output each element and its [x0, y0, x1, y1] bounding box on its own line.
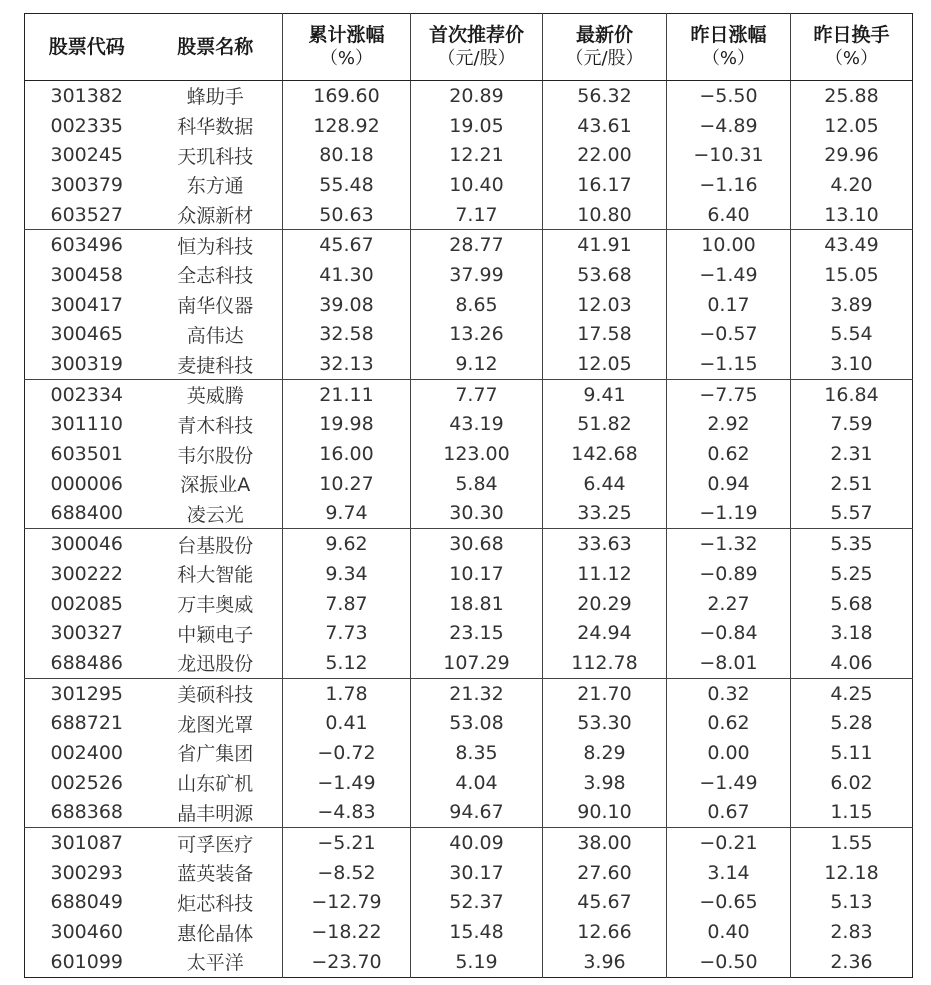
latest-price-cell: 56.32 — [543, 81, 667, 111]
yesterday-turnover-cell: 16.84 — [791, 379, 913, 409]
cumulative-gain-cell: 55.48 — [283, 170, 411, 200]
table-row — [25, 81, 913, 111]
cumulative-gain-cell: 169.60 — [283, 81, 411, 111]
first-recommend-price-cell: 123.00 — [411, 439, 543, 469]
yesterday-turnover-cell: 3.10 — [791, 349, 913, 379]
header-unit: （%） — [824, 48, 879, 69]
first-recommend-price-cell: 15.48 — [411, 917, 543, 947]
stock-code-cell: 688400 — [25, 499, 149, 529]
yesterday-change-cell: −1.16 — [667, 170, 791, 200]
latest-price-cell: 12.66 — [543, 917, 667, 947]
stock-code-cell: 002085 — [50, 592, 124, 615]
table-row — [25, 290, 913, 320]
yesterday-turnover-cell: 29.96 — [791, 140, 913, 170]
header-title: 昨日换手 — [813, 24, 890, 46]
stock-code-cell: 601099 — [50, 950, 124, 973]
yesterday-turnover-cell: 5.25 — [791, 559, 913, 589]
yesterday-change-cell: −0.89 — [667, 559, 791, 589]
yesterday-change-cell: −0.57 — [667, 320, 791, 350]
stock-code-cell: 002526 — [50, 771, 124, 794]
stock-code-cell: 301087 — [50, 832, 124, 855]
table-row — [25, 947, 913, 977]
stock-name-cell: 台基股份 — [177, 534, 254, 557]
table-row — [25, 738, 913, 768]
yesterday-change-cell: −10.31 — [667, 140, 791, 170]
yesterday-change-cell: 6.40 — [667, 200, 791, 230]
yesterday-turnover-cell: 25.88 — [791, 81, 913, 111]
yesterday-change-cell: −1.19 — [667, 499, 791, 529]
table-row — [25, 499, 913, 529]
yesterday-turnover-cell: 6.02 — [791, 768, 913, 798]
stock-name-cell: 中颖电子 — [177, 623, 254, 646]
yesterday-change-cell: 10.00 — [667, 230, 791, 260]
stock-name-cell: 蜂助手 — [186, 86, 244, 109]
header-unit: （%） — [319, 48, 374, 69]
latest-price-cell: 38.00 — [543, 828, 667, 858]
header-yesterday-turnover — [791, 14, 913, 81]
stock-name-cell: 科大智能 — [177, 564, 254, 587]
cumulative-gain-cell: −12.79 — [283, 888, 411, 918]
yesterday-turnover-cell: 5.28 — [791, 708, 913, 738]
stock-name-cell: 龙迅股份 — [149, 648, 283, 678]
yesterday-change-cell: −7.75 — [667, 379, 791, 409]
cumulative-gain-cell: 41.30 — [283, 260, 411, 290]
stock-code-cell: 300319 — [25, 349, 149, 379]
cumulative-gain-cell: 16.00 — [283, 439, 411, 469]
latest-price-cell: 90.10 — [543, 798, 667, 828]
first-recommend-price-cell: 43.19 — [411, 410, 543, 440]
table-row — [25, 349, 913, 379]
stock-code-cell: 603527 — [25, 200, 149, 230]
cumulative-gain-cell: 1.78 — [283, 678, 411, 708]
latest-price-cell: 12.05 — [543, 349, 667, 379]
yesterday-change-cell: 2.27 — [667, 589, 791, 619]
cumulative-gain-cell: −1.49 — [283, 768, 411, 798]
stock-code-cell: 301295 — [50, 682, 124, 705]
header-unit: （%） — [701, 48, 756, 69]
cumulative-gain-cell: −4.83 — [283, 798, 411, 828]
table-row — [25, 469, 913, 499]
yesterday-change-cell: −0.21 — [667, 828, 791, 858]
table-row — [25, 618, 913, 648]
table-row — [25, 260, 913, 290]
table-row — [25, 230, 913, 260]
stock-code-cell: 688368 — [25, 798, 149, 828]
stock-name-cell: 蓝英装备 — [177, 863, 254, 886]
stock-name-cell: 可孚医疗 — [177, 833, 254, 856]
latest-price-cell: 33.25 — [543, 499, 667, 529]
table-row — [25, 200, 913, 230]
table-row — [25, 529, 913, 559]
cumulative-gain-cell: 7.73 — [283, 618, 411, 648]
table-row — [25, 708, 913, 738]
latest-price-cell: 10.80 — [543, 200, 667, 230]
yesterday-turnover-cell: 5.68 — [791, 589, 913, 619]
table-row — [25, 678, 913, 708]
latest-price-cell: 9.41 — [543, 379, 667, 409]
yesterday-change-cell: 3.14 — [667, 858, 791, 888]
yesterday-turnover-cell: 4.25 — [791, 678, 913, 708]
header-title: 最新价 — [575, 24, 633, 46]
first-recommend-price-cell: 10.40 — [411, 170, 543, 200]
stock-name-cell: 深振业A — [180, 474, 251, 497]
cumulative-gain-cell: −5.21 — [283, 828, 411, 858]
header-latest-price — [543, 14, 667, 81]
stock-code-cell: 300293 — [50, 861, 124, 884]
stock-table — [24, 13, 913, 978]
yesterday-turnover-cell: 13.10 — [791, 200, 913, 230]
stock-code-cell: 300046 — [50, 533, 124, 556]
first-recommend-price-cell: 13.26 — [411, 320, 543, 350]
stock-code-cell: 300379 — [50, 173, 124, 196]
latest-price-cell: 45.67 — [543, 888, 667, 918]
yesterday-change-cell: −8.01 — [667, 648, 791, 678]
table-row — [25, 410, 913, 440]
yesterday-turnover-cell: 2.31 — [791, 439, 913, 469]
stock-code-cell: 300222 — [50, 562, 124, 585]
latest-price-cell: 53.30 — [543, 708, 667, 738]
cumulative-gain-cell: 5.12 — [283, 648, 411, 678]
cumulative-gain-cell: −8.52 — [283, 858, 411, 888]
yesterday-turnover-cell: 12.05 — [791, 111, 913, 141]
yesterday-change-cell: −1.49 — [667, 260, 791, 290]
yesterday-turnover-cell: 2.36 — [791, 947, 913, 977]
stock-name-cell: 美硕科技 — [177, 684, 254, 707]
header-title: 股票代码 — [48, 36, 125, 58]
stock-code-cell: 301110 — [50, 413, 124, 436]
stock-name-cell: 全志科技 — [177, 265, 254, 288]
cumulative-gain-cell: 80.18 — [283, 140, 411, 170]
cumulative-gain-cell: 21.11 — [283, 379, 411, 409]
first-recommend-price-cell: 21.32 — [411, 678, 543, 708]
first-recommend-price-cell: 5.84 — [411, 469, 543, 499]
cumulative-gain-cell: 9.74 — [283, 499, 411, 529]
first-recommend-price-cell: 7.17 — [411, 200, 543, 230]
yesterday-turnover-cell: 1.15 — [791, 798, 913, 828]
header-first-recommend-price — [411, 14, 543, 81]
stock-name-cell: 晶丰明源 — [149, 798, 283, 828]
yesterday-change-cell: 0.32 — [667, 678, 791, 708]
latest-price-cell: 33.63 — [543, 529, 667, 559]
first-recommend-price-cell: 30.68 — [411, 529, 543, 559]
first-recommend-price-cell: 8.65 — [411, 290, 543, 320]
yesterday-turnover-cell: 4.06 — [791, 648, 913, 678]
stock-name-cell: 省广集团 — [177, 743, 254, 766]
header-title: 股票名称 — [177, 36, 254, 58]
header-cumulative-gain — [283, 14, 411, 81]
stock-name-cell: 高伟达 — [186, 324, 244, 347]
first-recommend-price-cell: 4.04 — [411, 768, 543, 798]
stock-code-cell: 301382 — [50, 84, 124, 107]
first-recommend-price-cell: 20.89 — [411, 81, 543, 111]
stock-name-cell: 天玑科技 — [177, 145, 254, 168]
first-recommend-price-cell: 107.29 — [411, 648, 543, 678]
cumulative-gain-cell: −23.70 — [283, 947, 411, 977]
yesterday-turnover-cell: 15.05 — [791, 260, 913, 290]
first-recommend-price-cell: 52.37 — [411, 888, 543, 918]
header-yesterday-change — [667, 14, 791, 81]
cumulative-gain-cell: 7.87 — [283, 589, 411, 619]
first-recommend-price-cell: 18.81 — [411, 589, 543, 619]
latest-price-cell: 43.61 — [543, 111, 667, 141]
first-recommend-price-cell: 30.17 — [411, 858, 543, 888]
latest-price-cell: 41.91 — [543, 230, 667, 260]
latest-price-cell: 53.68 — [543, 260, 667, 290]
stock-name-cell: 万丰奥威 — [177, 594, 254, 617]
cumulative-gain-cell: 0.41 — [283, 708, 411, 738]
first-recommend-price-cell: 19.05 — [411, 111, 543, 141]
stock-name-cell: 韦尔股份 — [177, 444, 254, 467]
stock-name-cell: 凌云光 — [149, 499, 283, 529]
header-title: 累计涨幅 — [308, 24, 385, 46]
yesterday-change-cell: 2.92 — [667, 410, 791, 440]
table-row — [25, 379, 913, 409]
latest-price-cell: 24.94 — [543, 618, 667, 648]
stock-name-cell: 炬芯科技 — [177, 892, 254, 915]
yesterday-change-cell: −0.50 — [667, 947, 791, 977]
latest-price-cell: 112.78 — [543, 648, 667, 678]
latest-price-cell: 8.29 — [543, 738, 667, 768]
first-recommend-price-cell: 94.67 — [411, 798, 543, 828]
stock-name-cell: 惠伦晶体 — [177, 922, 254, 945]
first-recommend-price-cell: 5.19 — [411, 947, 543, 977]
stock-code-cell: 603496 — [50, 234, 124, 257]
first-recommend-price-cell: 53.08 — [411, 708, 543, 738]
cumulative-gain-cell: 19.98 — [283, 410, 411, 440]
table-row — [25, 589, 913, 619]
stock-name-cell: 英威腾 — [186, 385, 244, 408]
table-row — [25, 559, 913, 589]
cumulative-gain-cell: 50.63 — [283, 200, 411, 230]
table-row — [25, 648, 913, 678]
table-body — [25, 81, 913, 978]
stock-name-cell: 南华仪器 — [177, 295, 254, 318]
latest-price-cell: 21.70 — [543, 678, 667, 708]
cumulative-gain-cell: 32.13 — [283, 349, 411, 379]
yesterday-change-cell: −4.89 — [667, 111, 791, 141]
stock-name-cell: 东方通 — [186, 175, 244, 198]
yesterday-change-cell: 0.62 — [667, 708, 791, 738]
yesterday-change-cell: 0.67 — [667, 798, 791, 828]
first-recommend-price-cell: 37.99 — [411, 260, 543, 290]
stock-code-cell: 688486 — [25, 648, 149, 678]
yesterday-change-cell: −1.32 — [667, 529, 791, 559]
stock-name-cell: 麦捷科技 — [149, 349, 283, 379]
stock-code-cell: 300245 — [50, 144, 124, 167]
stock-code-cell: 688721 — [50, 712, 124, 735]
first-recommend-price-cell: 10.17 — [411, 559, 543, 589]
yesterday-turnover-cell: 2.51 — [791, 469, 913, 499]
cumulative-gain-cell: −18.22 — [283, 917, 411, 947]
yesterday-turnover-cell: 7.59 — [791, 410, 913, 440]
table-row — [25, 828, 913, 858]
stock-name-cell: 龙图光罩 — [177, 713, 254, 736]
cumulative-gain-cell: 9.34 — [283, 559, 411, 589]
cumulative-gain-cell: 45.67 — [283, 230, 411, 260]
header-unit: （元/股） — [565, 48, 644, 69]
header-unit: （元/股） — [437, 48, 516, 69]
table-row — [25, 888, 913, 918]
latest-price-cell: 12.03 — [543, 290, 667, 320]
table-row — [25, 768, 913, 798]
yesterday-change-cell: 0.00 — [667, 738, 791, 768]
yesterday-change-cell: −5.50 — [667, 81, 791, 111]
first-recommend-price-cell: 23.15 — [411, 618, 543, 648]
first-recommend-price-cell: 8.35 — [411, 738, 543, 768]
yesterday-change-cell: 0.40 — [667, 917, 791, 947]
yesterday-change-cell: 0.94 — [667, 469, 791, 499]
table-row — [25, 111, 913, 141]
yesterday-turnover-cell: 3.89 — [791, 290, 913, 320]
yesterday-turnover-cell: 3.18 — [791, 618, 913, 648]
table-row — [25, 917, 913, 947]
yesterday-turnover-cell: 5.13 — [791, 888, 913, 918]
latest-price-cell: 16.17 — [543, 170, 667, 200]
stock-name-cell: 山东矿机 — [177, 773, 254, 796]
stock-code-cell: 688049 — [50, 891, 124, 914]
table-row — [25, 858, 913, 888]
yesterday-change-cell: 0.17 — [667, 290, 791, 320]
cumulative-gain-cell: 32.58 — [283, 320, 411, 350]
latest-price-cell: 20.29 — [543, 589, 667, 619]
stock-code-cell: 603501 — [50, 443, 124, 466]
first-recommend-price-cell: 30.30 — [411, 499, 543, 529]
first-recommend-price-cell: 40.09 — [411, 828, 543, 858]
yesterday-turnover-cell: 5.35 — [791, 529, 913, 559]
latest-price-cell: 3.96 — [543, 947, 667, 977]
cumulative-gain-cell: 39.08 — [283, 290, 411, 320]
yesterday-turnover-cell: 43.49 — [791, 230, 913, 260]
cumulative-gain-cell: 128.92 — [283, 111, 411, 141]
stock-code-cell: 002334 — [50, 383, 124, 406]
first-recommend-price-cell: 28.77 — [411, 230, 543, 260]
latest-price-cell: 22.00 — [543, 140, 667, 170]
latest-price-cell: 51.82 — [543, 410, 667, 440]
stock-code-cell: 300460 — [50, 921, 124, 944]
yesterday-turnover-cell: 5.54 — [791, 320, 913, 350]
latest-price-cell: 27.60 — [543, 858, 667, 888]
cumulative-gain-cell: 10.27 — [283, 469, 411, 499]
yesterday-turnover-cell: 12.18 — [791, 858, 913, 888]
header-stock-name — [149, 14, 283, 81]
stock-code-cell: 300458 — [50, 263, 124, 286]
stock-name-cell: 太平洋 — [186, 952, 244, 975]
header-stock-code — [25, 14, 149, 81]
stock-code-cell: 300327 — [50, 622, 124, 645]
table-row — [25, 798, 913, 828]
stock-name-cell: 众源新材 — [149, 200, 283, 230]
yesterday-change-cell: −1.49 — [667, 768, 791, 798]
yesterday-change-cell: −0.65 — [667, 888, 791, 918]
header-title: 首次推荐价 — [428, 24, 524, 46]
header-title: 昨日涨幅 — [690, 24, 767, 46]
table-row — [25, 439, 913, 469]
table-row — [25, 140, 913, 170]
yesterday-turnover-cell: 5.57 — [791, 499, 913, 529]
stock-code-cell: 300465 — [50, 323, 124, 346]
first-recommend-price-cell: 9.12 — [411, 349, 543, 379]
table-row — [25, 320, 913, 350]
latest-price-cell: 11.12 — [543, 559, 667, 589]
table-row — [25, 170, 913, 200]
yesterday-turnover-cell: 2.83 — [791, 917, 913, 947]
latest-price-cell: 6.44 — [543, 469, 667, 499]
yesterday-change-cell: 0.62 — [667, 439, 791, 469]
cumulative-gain-cell: −0.72 — [283, 738, 411, 768]
yesterday-change-cell: −0.84 — [667, 618, 791, 648]
stock-name-cell: 恒为科技 — [177, 235, 254, 258]
stock-code-cell: 002335 — [50, 114, 124, 137]
stock-name-cell: 科华数据 — [177, 116, 254, 139]
latest-price-cell: 17.58 — [543, 320, 667, 350]
stock-name-cell: 青木科技 — [177, 414, 254, 437]
stock-code-cell: 000006 — [50, 472, 124, 495]
yesterday-turnover-cell: 5.11 — [791, 738, 913, 768]
yesterday-turnover-cell: 4.20 — [791, 170, 913, 200]
yesterday-change-cell: −1.15 — [667, 349, 791, 379]
yesterday-turnover-cell: 1.55 — [791, 828, 913, 858]
first-recommend-price-cell: 12.21 — [411, 140, 543, 170]
first-recommend-price-cell: 7.77 — [411, 379, 543, 409]
latest-price-cell: 142.68 — [543, 439, 667, 469]
stock-code-cell: 002400 — [50, 741, 124, 764]
header-row — [25, 14, 913, 81]
latest-price-cell: 3.98 — [543, 768, 667, 798]
stock-code-cell: 300417 — [50, 293, 124, 316]
cumulative-gain-cell: 9.62 — [283, 529, 411, 559]
